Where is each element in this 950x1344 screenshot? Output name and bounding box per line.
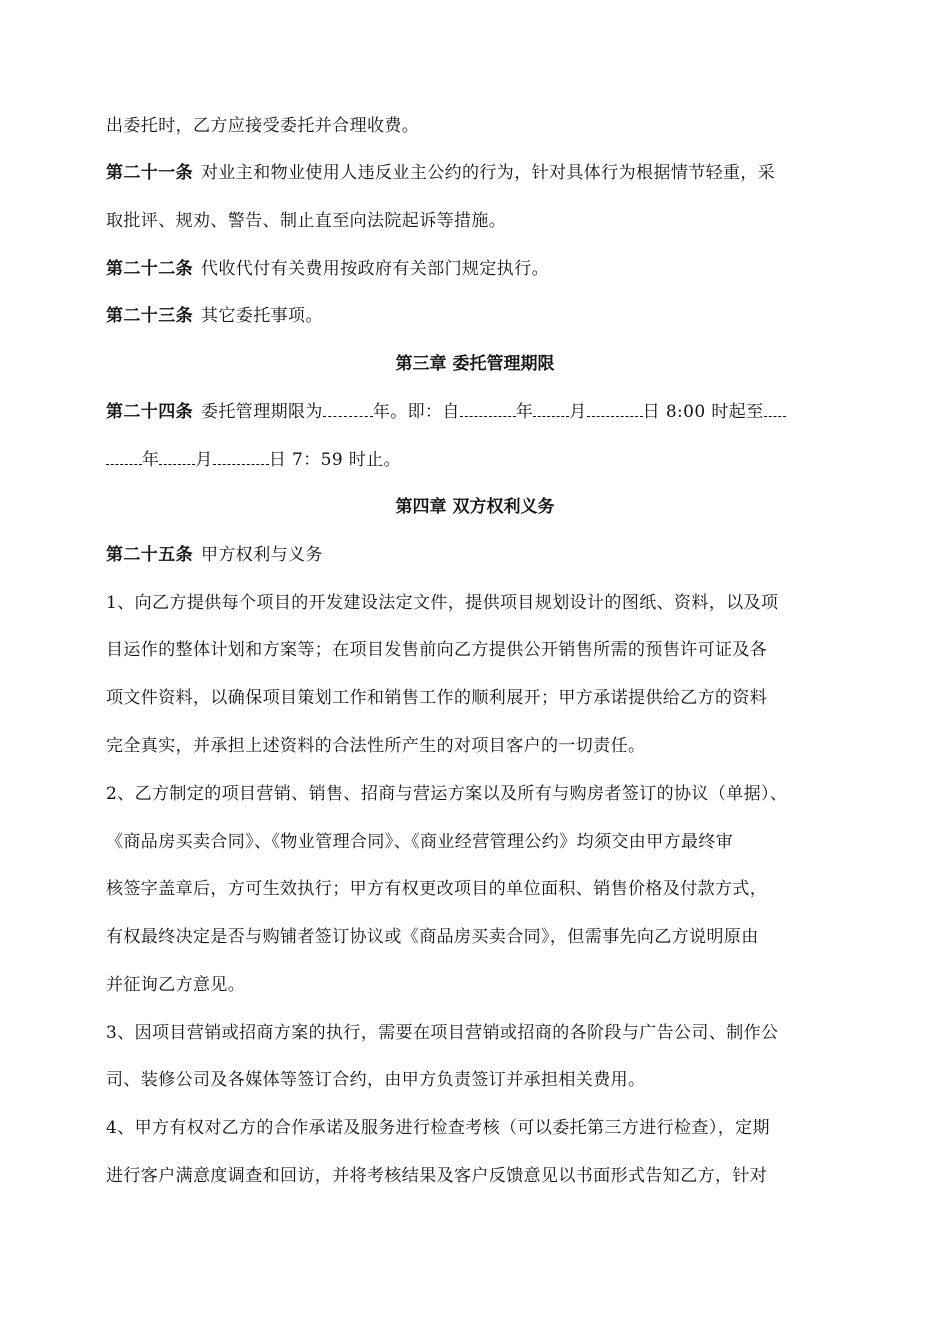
text-line xyxy=(106,448,401,472)
article-text: 代收代付有关费用按政府有关部门规定执行。 xyxy=(201,259,549,279)
text-line: 项文件资料，以确保项目策划工作和销售工作的顺利展开；甲方承诺提供给乙方的资料 xyxy=(106,688,768,708)
article-22 xyxy=(106,257,549,281)
article-text: 月 xyxy=(195,450,213,470)
article-text: 对业主和物业使用人违反业主公约的行为，针对具体行为根据情节轻重，采 xyxy=(201,163,776,183)
text-line: 取批评、规劝、警告、制止直至向法院起诉等措施。 xyxy=(106,211,507,231)
article-23 xyxy=(106,304,323,328)
article-text: 委托管理期限为 xyxy=(201,402,323,422)
article-label: 第二十一条 xyxy=(106,163,193,183)
article-label: 第二十四条 xyxy=(106,402,193,422)
article-24 xyxy=(106,400,786,424)
text-line: 3、因项目营销或招商方案的执行，需要在项目营销或招商的各阶段与广告公司、制作公 xyxy=(106,1023,779,1043)
blank-field xyxy=(323,400,373,417)
text-line: 出委托时，乙方应接受委托并合理收费。 xyxy=(106,116,420,136)
chapter-heading: 第四章 双方权利义务 xyxy=(395,497,555,517)
article-text: 其它委托事项。 xyxy=(201,306,323,326)
article-label: 第二十三条 xyxy=(106,306,193,326)
blank-field xyxy=(106,448,142,465)
text-line: 进行客户满意度调查和回访，并将考核结果及客户反馈意见以书面形式告知乙方，针对 xyxy=(106,1166,768,1186)
article-text: 日 8:00 时起至 xyxy=(642,402,764,422)
article-text: 日 7：59 时止。 xyxy=(268,450,402,470)
article-label: 第二十五条 xyxy=(106,545,193,565)
text-line: 核签字盖章后，方可生效执行；甲方有权更改项目的单位面积、销售价格及付款方式， xyxy=(106,879,768,899)
text-line: 《商品房买卖合同》、《物业管理合同》、《商业经营管理公约》均须交由甲方最终审 xyxy=(106,832,734,852)
blank-field xyxy=(764,400,786,417)
article-21 xyxy=(106,161,775,185)
blank-field xyxy=(533,400,569,417)
blank-field xyxy=(213,448,269,465)
article-text: 年 xyxy=(515,402,534,422)
blank-field xyxy=(460,400,516,417)
article-label: 第二十二条 xyxy=(106,259,193,279)
text-line: 2、乙方制定的项目营销、销售、招商与营运方案以及所有与购房者签订的协议（单据）、 xyxy=(106,784,788,804)
article-text: 年 xyxy=(142,450,160,470)
blank-field xyxy=(159,448,195,465)
text-line: 1、向乙方提供每个项目的开发建设法定文件，提供项目规划设计的图纸、资料，以及项 xyxy=(106,593,779,613)
blank-field xyxy=(587,400,643,417)
chapter-heading: 第三章 委托管理期限 xyxy=(395,354,555,374)
text-line: 司、装修公司及各媒体等签订合约，由甲方负责签订并承担相关费用。 xyxy=(106,1070,646,1090)
article-text: 年。即：自 xyxy=(372,402,460,422)
text-line: 有权最终决定是否与购铺者签订协议或《商品房买卖合同》，但需事先向乙方说明原由 xyxy=(106,927,759,947)
text-line: 并征询乙方意见。 xyxy=(106,975,246,995)
text-line: 目运作的整体计划和方案等；在项目发售前向乙方提供公开销售所需的预售许可证及各 xyxy=(106,640,768,660)
article-text: 甲方权利与义务 xyxy=(201,545,323,565)
article-text: 月 xyxy=(569,402,587,422)
text-line: 完全真实，并承担上述资料的合法性所产生的对项目客户的一切责任。 xyxy=(106,736,646,756)
text-line: 4、甲方有权对乙方的合作承诺及服务进行检查考核（可以委托第三方进行检查），定期 xyxy=(106,1118,770,1138)
article-25 xyxy=(106,543,323,567)
